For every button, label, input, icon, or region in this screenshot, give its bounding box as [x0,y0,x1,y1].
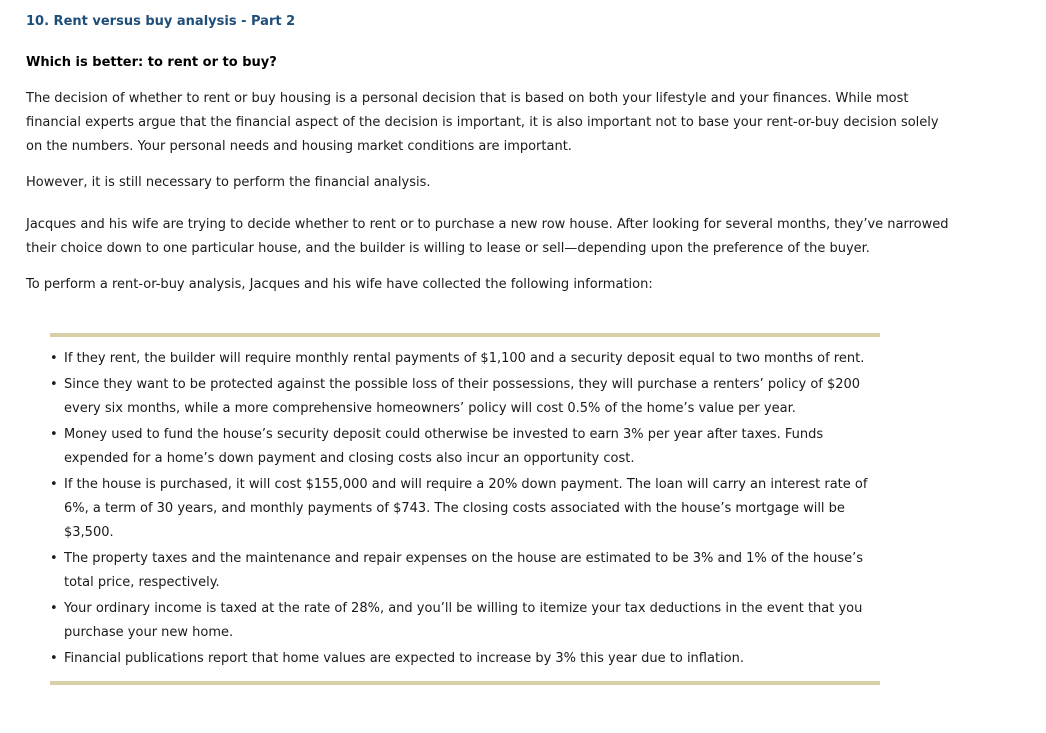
list-item [50,547,880,595]
scenario-paragraph: Jacques and his wife are trying to decide whether to rent or to purchase a new row house. After looking for several months, they’ve narrowed their choice down to one particular house, and the builder is willing to lease or sell—depending upon the preference of the buyer. [26,217,949,256]
list-item [50,473,880,545]
information-list [50,347,880,671]
intro-paragraph: The decision of whether to rent or buy housing is a personal decision that is based on both your lifestyle and your finances. While most financial experts argue that the financial aspect of the decision is important, it is also important not to base your rent-or-buy decision solely on the numbers. Your personal needs and housing market conditions are important. [26,91,939,154]
question-title: 10. Rent versus buy analysis - Part 2 [26,14,296,29]
list-item-text: Your ordinary income is taxed at the rate of 28%, and you’ll be willing to itemize your tax deductions in the event that you purchase your new home. [64,601,863,640]
list-item [50,373,880,421]
list-item [50,647,880,671]
list-item-text: Financial publications report that home values are expected to increase by 3% this year due to inflation. [64,651,744,666]
list-item [50,597,880,645]
section-heading: Which is better: to rent or to buy? [26,55,277,70]
list-item-text: Since they want to be protected against the possible loss of their possessions, they will purchase a renters’ policy of $200 every six months, while a more comprehensive homeowners’ policy will cost 0.5% of the home’s value per year. [64,377,861,416]
bullet-icon: • [50,551,58,566]
list-item-text: Money used to fund the house’s security deposit could otherwise be invested to earn 3% per year after taxes. Funds expended for a home’s down payment and closing costs also incur an opportunity cost. [64,427,824,466]
however-paragraph: However, it is still necessary to perform the financial analysis. [26,175,431,190]
lead-in-paragraph: To perform a rent-or-buy analysis, Jacques and his wife have collected the following information: [26,277,653,292]
list-item-text: If they rent, the builder will require monthly rental payments of $1,100 and a security deposit equal to two months of rent. [64,351,865,366]
bullet-icon: • [50,427,58,442]
information-box [50,333,880,685]
list-item [50,423,880,471]
list-item-text: The property taxes and the maintenance and repair expenses on the house are estimated to be 3% and 1% of the house’s total price, respectively. [64,551,864,590]
list-item-text: If the house is purchased, it will cost $155,000 and will require a 20% down payment. The loan will carry an interest rate of 6%, a term of 30 years, and monthly payments of $743. The closing costs associated with the house’s mortgage will be $3,500. [64,477,868,540]
bullet-icon: • [50,477,58,492]
bullet-icon: • [50,351,58,366]
list-item [50,347,880,371]
bullet-icon: • [50,601,58,616]
bullet-icon: • [50,651,58,666]
bullet-icon: • [50,377,58,392]
